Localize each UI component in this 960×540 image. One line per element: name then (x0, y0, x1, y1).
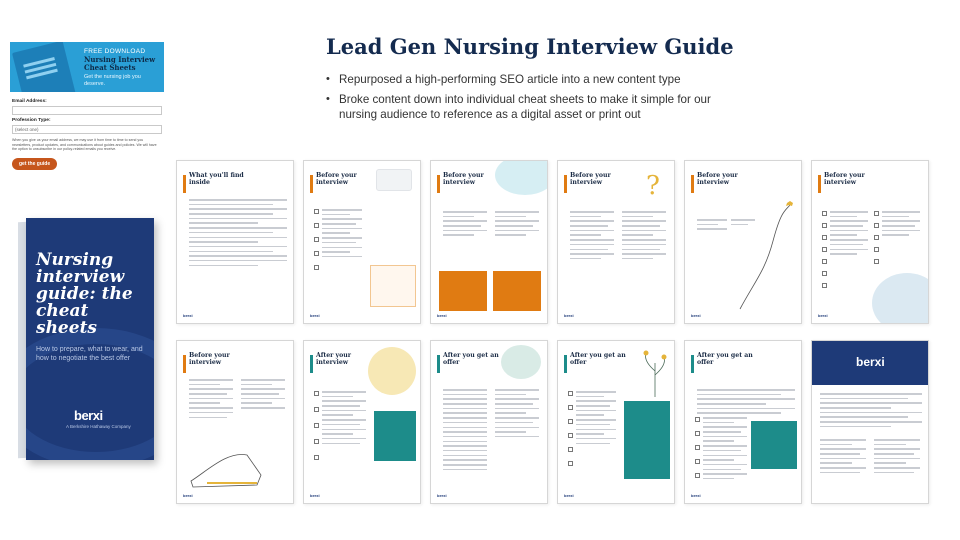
navy-header (812, 341, 929, 385)
thumbnail-title: After you get an offer (697, 352, 753, 366)
thumbnail-page (684, 160, 802, 324)
thumbnail-logo: berxi (437, 313, 447, 318)
plant-illustration (640, 349, 670, 399)
thumbnail-page (557, 160, 675, 324)
thumbnail-title: After you get an offer (570, 352, 626, 366)
books-illustration (376, 169, 412, 191)
thumbnail-page (430, 160, 548, 324)
thumbnail-logo: berxi (818, 313, 828, 318)
cheat-sheet-image (12, 42, 76, 92)
thumbnail-logo: berxi (564, 493, 574, 498)
thumbnail-title: After your interview (316, 352, 352, 366)
thumbnail-page (684, 340, 802, 504)
thumbnail-page (176, 160, 294, 324)
book-subtitle: How to prepare, what to wear, and how to negotiate the best offer (36, 346, 143, 362)
thumbnail-page (303, 160, 421, 324)
thumbnail-page (303, 340, 421, 504)
thumbnail-logo: berxi (310, 313, 320, 318)
person-illustration (368, 347, 416, 395)
thumbnail-logo: berxi (564, 313, 574, 318)
thumbnail-logo: berxi (183, 313, 193, 318)
thumbnail-logo: berxi (183, 493, 193, 498)
thumbnail-title: Before your interview (570, 172, 611, 186)
thumbnail-title: What you'll find inside (189, 172, 244, 186)
berxi-logo: berxi (74, 408, 103, 423)
thumbnail-logo: berxi (691, 493, 701, 498)
thumbnail-title: After you get an offer (443, 352, 499, 366)
thumbnail-page (176, 340, 294, 504)
thumbnail-page (557, 340, 675, 504)
profession-select[interactable]: (select one) (12, 125, 162, 134)
email-field[interactable] (12, 106, 162, 115)
consent-text: When you give us your email address, we may use it from time to time to send you newsletters, product updates, and communications about guides and policies. We will have the option to unsubscribe in our policy-related emails you receive. (12, 138, 157, 152)
landing-subtitle: Get the nursing job you deserve. (84, 74, 141, 87)
email-label: Email Address: (12, 99, 47, 104)
climber-illustration (735, 201, 797, 311)
photo-illustration (501, 345, 541, 379)
thumbnail-page (811, 340, 929, 504)
thumbnail-logo: berxi (437, 493, 447, 498)
profession-label: Profession Type: (12, 118, 51, 123)
get-guide-button[interactable]: get the guide (12, 158, 57, 170)
thumbnail-logo: berxi (691, 313, 701, 318)
bullet-list (326, 72, 746, 127)
photo-illustration (495, 160, 548, 195)
signup-form (10, 92, 164, 170)
landing-title: Nursing Interview Cheat Sheets (84, 55, 156, 72)
thumbnail-title: Before your interview (697, 172, 738, 186)
free-download-badge: FREE DOWNLOAD (84, 48, 146, 55)
thumbnail-title: Before your interview (443, 172, 484, 186)
thumbnail-title: Before your interview (824, 172, 865, 186)
thumbnail-page (430, 340, 548, 504)
book-front (26, 218, 154, 460)
book-title: Nursing interview guide: the cheat sheets (36, 250, 133, 338)
landing-page-preview (10, 42, 164, 190)
question-mark-icon: ? (646, 171, 660, 201)
thumbnail-page (811, 160, 929, 324)
thumbnail-logo: berxi (310, 493, 320, 498)
landing-hero (10, 42, 164, 92)
berxi-logo: berxi (856, 355, 885, 369)
guide-book-cover (18, 218, 154, 458)
thumbnail-title: Before your interview (189, 352, 230, 366)
bullet-item: • Broke content down into individual cheat sheets to make it simple for our nursing audience to reference as a digital asset or print out (326, 92, 746, 122)
sneaker-illustration (187, 441, 267, 491)
thumbnail-title: Before your interview (316, 172, 357, 186)
page-title: Lead Gen Nursing Interview Guide (326, 34, 734, 59)
bullet-item: • Repurposed a high-performing SEO article into a new content type (326, 72, 746, 87)
logo-tagline: A Berkshire Hathaway Company (66, 424, 131, 429)
accent-bar (183, 175, 186, 193)
